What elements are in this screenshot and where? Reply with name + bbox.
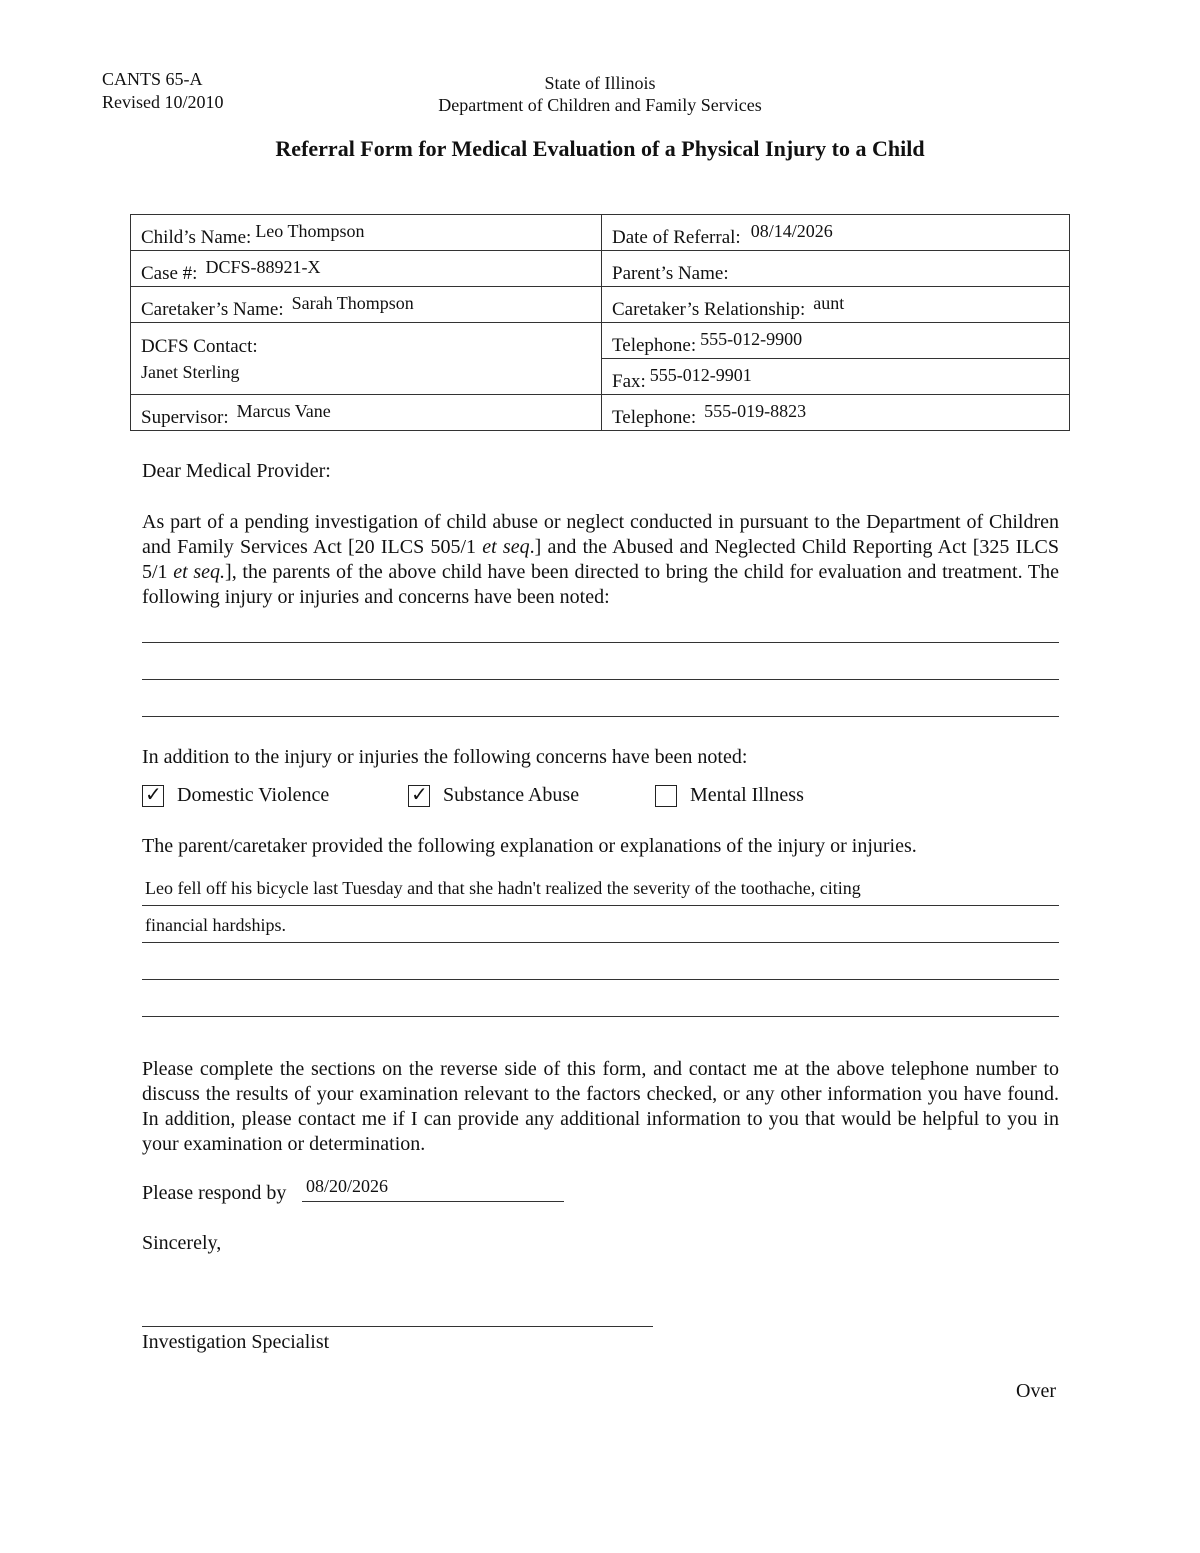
explanation-text-2[interactable]: financial hardships. — [145, 915, 286, 935]
signer-title: Investigation Specialist — [142, 1331, 330, 1353]
respond-date-field[interactable]: 08/20/2026 — [306, 1176, 389, 1196]
parent-name-label: Parent’s Name: — [612, 263, 729, 284]
injury-line-1[interactable] — [142, 642, 1059, 643]
telephone-label: Telephone: — [612, 335, 697, 356]
child-name-label: Child’s Name: — [141, 227, 252, 248]
intro-text-3: ], the parents of the above child have been directed to bring the child for evaluation and treatment. The following injury or injuries and concerns have been noted: — [142, 561, 1060, 608]
caretaker-relationship-field[interactable]: aunt — [813, 293, 845, 313]
concern-label: Mental Illness — [690, 784, 804, 806]
dcfs-contact-field[interactable]: Janet Sterling — [141, 362, 240, 382]
concern-substance-abuse[interactable] — [408, 781, 580, 807]
over-indicator: Over — [1016, 1380, 1056, 1402]
child-name-field[interactable]: Leo Thompson — [255, 221, 365, 241]
salutation: Dear Medical Provider: — [142, 460, 331, 482]
case-info-table — [130, 214, 1070, 431]
caretaker-relationship-cell — [602, 287, 1070, 323]
case-number-label: Case #: — [141, 263, 198, 284]
supervisor-cell — [131, 395, 602, 431]
form-revision: Revised 10/2010 — [102, 92, 224, 112]
intro-et-seq-1: et seq — [482, 536, 530, 558]
explanation-intro: The parent/caretaker provided the following explanation or explanations of the injury or injuries. — [142, 835, 917, 857]
caretaker-name-label: Caretaker’s Name: — [141, 299, 284, 320]
parent-name-cell — [602, 251, 1070, 287]
signature-line[interactable] — [142, 1326, 653, 1327]
concern-label: Domestic Violence — [177, 784, 330, 806]
explanation-line-1 — [142, 905, 1059, 906]
supervisor-telephone-cell — [602, 395, 1070, 431]
case-number-field[interactable]: DCFS-88921-X — [205, 257, 321, 277]
explanation-line-2 — [142, 942, 1059, 943]
explanation-line-3[interactable] — [142, 979, 1059, 980]
checkmark-icon: ✓ — [411, 781, 428, 806]
concern-mental-illness[interactable] — [655, 784, 804, 807]
form-number: CANTS 65-A — [102, 69, 203, 89]
dcfs-contact-label-cell — [131, 323, 602, 359]
fax-cell — [602, 359, 1070, 395]
concern-label: Substance Abuse — [443, 784, 580, 806]
caretaker-relationship-label: Caretaker’s Relationship: — [612, 299, 806, 320]
concerns-intro: In addition to the injury or injuries the following concerns have been noted: — [142, 746, 748, 768]
supervisor-telephone-label: Telephone: — [612, 407, 697, 428]
fax-label: Fax: — [612, 371, 646, 392]
closing-paragraph: Please complete the sections on the reverse side of this form, and contact me at the above telephone number to discuss the results of your examination relevant to the factors checked, or any other information you have found. In addition, please contact me if I can provide any additional information to you that would be helpful to you in your examination or determination. — [142, 1058, 1059, 1155]
respond-date-line — [302, 1201, 564, 1202]
date-of-referral-label: Date of Referral: — [612, 227, 741, 248]
explanation-line-4[interactable] — [142, 1016, 1059, 1017]
child-name-cell — [131, 215, 602, 251]
date-of-referral-field[interactable]: 08/14/2026 — [750, 221, 833, 241]
dcfs-contact-label: DCFS Contact: — [141, 335, 258, 357]
respond-label: Please respond by — [142, 1182, 287, 1204]
injury-line-2[interactable] — [142, 679, 1059, 680]
sincerely: Sincerely, — [142, 1232, 222, 1254]
date-of-referral-cell — [602, 215, 1070, 251]
caretaker-name-cell — [131, 287, 602, 323]
injury-line-3[interactable] — [142, 716, 1059, 717]
checkmark-icon: ✓ — [145, 781, 162, 806]
checkbox-domestic-violence[interactable] — [142, 781, 164, 807]
form-title: Referral Form for Medical Evaluation of a Physical Injury to a Child — [275, 136, 925, 161]
checkbox-substance-abuse[interactable] — [408, 781, 430, 807]
telephone-field[interactable]: 555-012-9900 — [700, 329, 803, 349]
intro-text-2: .] and the Abused and Neglected Child Reporting Act [325 ILCS 5/1 — [142, 536, 1059, 583]
case-number-cell — [131, 251, 602, 287]
dcfs-contact-value-cell — [131, 359, 602, 395]
agency-header — [0, 72, 1200, 116]
telephone-cell — [602, 323, 1070, 359]
supervisor-field[interactable]: Marcus Vane — [236, 401, 331, 421]
supervisor-label: Supervisor: — [141, 407, 229, 428]
intro-paragraph — [142, 510, 1059, 610]
state-name: State of Illinois — [544, 73, 656, 93]
intro-text-1: As part of a pending investigation of child abuse or neglect conducted in pursuant to the Department of Children and Family Services Act [20 ILCS 505/1 — [142, 511, 1059, 558]
explanation-text-1[interactable]: Leo fell off his bicycle last Tuesday and that she hadn't realized the severity of the toothache, citing — [145, 878, 861, 898]
concern-domestic-violence[interactable] — [142, 781, 330, 807]
supervisor-telephone-field[interactable]: 555-019-8823 — [704, 401, 807, 421]
caretaker-name-field[interactable]: Sarah Thompson — [291, 293, 414, 313]
checkbox-mental-illness[interactable] — [655, 785, 677, 807]
department-name: Department of Children and Family Services — [438, 95, 762, 115]
intro-et-seq-2: et seq. — [173, 561, 226, 583]
fax-field[interactable]: 555-012-9901 — [649, 365, 752, 385]
